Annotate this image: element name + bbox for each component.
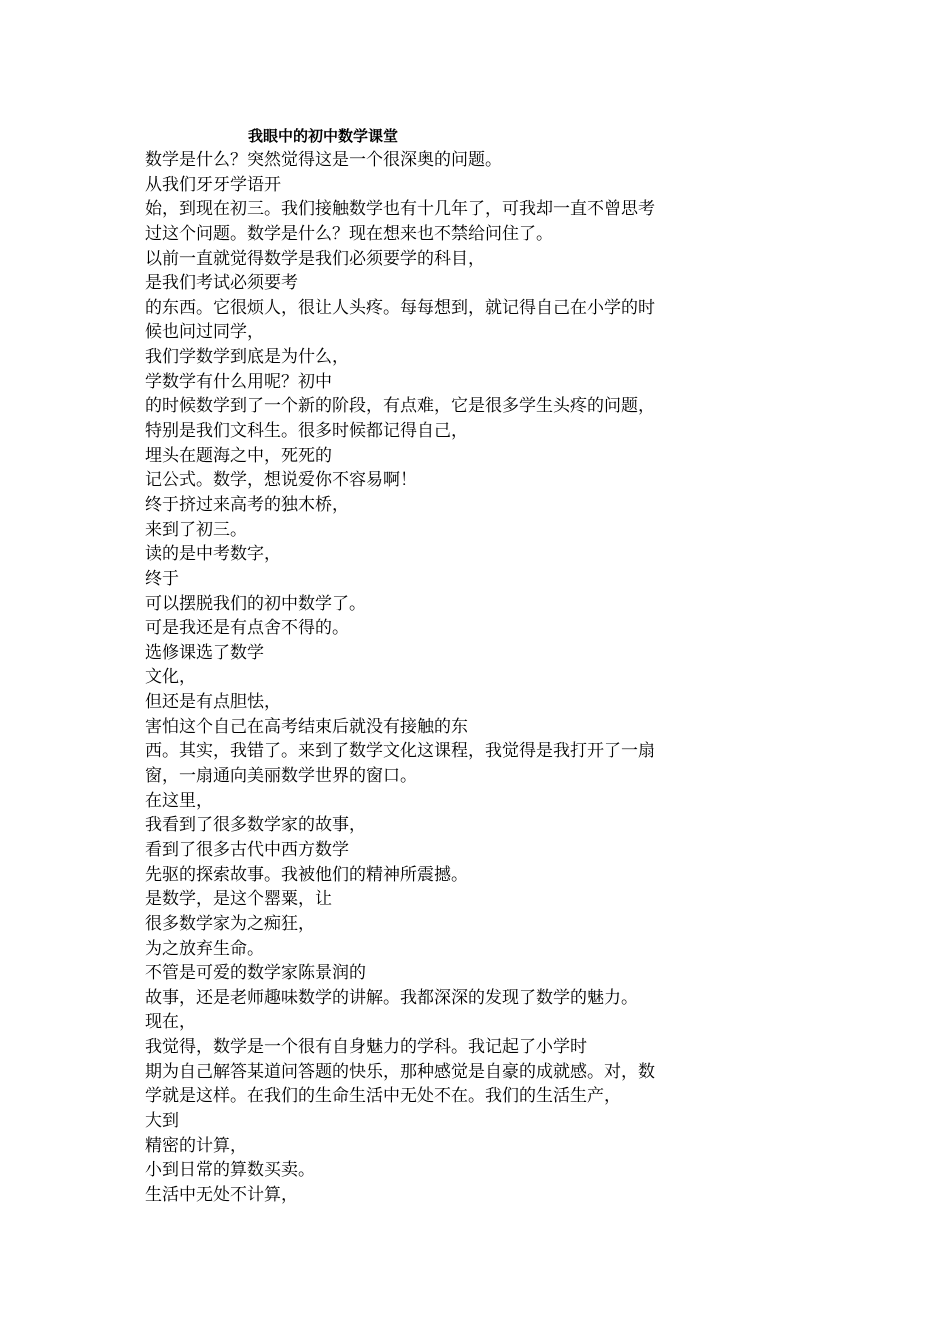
- document-body: [145, 148, 745, 1208]
- text-line: 的时候数学到了一个新的阶段，有点难，它是很多学生头疼的问题，: [145, 396, 655, 417]
- text-line: 西。其实，我错了。来到了数学文化这课程，我觉得是我打开了一扇: [145, 741, 655, 762]
- text-line: 埋头在题海之中，死死的: [145, 445, 332, 466]
- text-line: 记公式。数学，想说爱你不容易啊！: [145, 470, 417, 491]
- text-line: 为之放弃生命。: [145, 938, 264, 959]
- text-line: 选修课选了数学: [145, 642, 264, 663]
- text-line: 精密的计算，: [145, 1135, 247, 1156]
- text-line: 以前一直就觉得数学是我们必须要学的科目，: [145, 248, 485, 269]
- text-line: 来到了初三。: [145, 519, 247, 540]
- text-line: 可以摆脱我们的初中数学了。: [145, 593, 366, 614]
- text-line: 的东西。它很烦人，很让人头疼。每每想到，就记得自己在小学的时: [145, 297, 655, 318]
- text-line: 大到: [145, 1110, 179, 1131]
- text-line: 是数学，是这个罂粟，让: [145, 889, 332, 910]
- text-line: 期为自己解答某道问答题的快乐，那种感觉是自豪的成就感。对，数: [145, 1061, 655, 1082]
- text-line: 可是我还是有点舍不得的。: [145, 618, 349, 639]
- text-line: 现在，: [145, 1012, 196, 1033]
- text-line: 但还是有点胆怯，: [145, 692, 281, 713]
- text-line: 看到了很多古代中西方数学: [145, 839, 349, 860]
- text-line: 生活中无处不计算，: [145, 1184, 298, 1205]
- text-line: 是我们考试必须要考: [145, 273, 298, 294]
- text-line: 特别是我们文科生。很多时候都记得自己，: [145, 421, 468, 442]
- text-line: 学数学有什么用呢？初中: [145, 371, 332, 392]
- text-line: 故事，还是老师趣味数学的讲解。我都深深的发现了数学的魅力。: [145, 987, 638, 1008]
- text-line: 从我们牙牙学语开: [145, 174, 281, 195]
- text-line: 窗，一扇通向美丽数学世界的窗口。: [145, 766, 417, 787]
- text-line: 文化，: [145, 667, 196, 688]
- text-line: 候也问过同学，: [145, 322, 264, 343]
- text-line: 在这里，: [145, 790, 213, 811]
- text-line: 我觉得，数学是一个很有自身魅力的学科。我记起了小学时: [145, 1037, 587, 1058]
- text-line: 始，到现在初三。我们接触数学也有十几年了，可我却一直不曾思考: [145, 199, 655, 220]
- text-line: 数学是什么？突然觉得这是一个很深奥的问题。: [145, 150, 502, 170]
- text-line: 小到日常的算数买卖。: [145, 1160, 315, 1181]
- text-line: 不管是可爱的数学家陈景润的: [145, 963, 366, 984]
- text-line: 学就是这样。在我们的生命生活中无处不在。我们的生活生产，: [145, 1086, 621, 1107]
- text-line: 我看到了很多数学家的故事，: [145, 815, 366, 836]
- text-line: 先驱的探索故事。我被他们的精神所震撼。: [145, 864, 468, 885]
- text-line: 读的是中考数字，: [145, 544, 281, 565]
- text-line: 很多数学家为之痴狂，: [145, 913, 315, 934]
- text-line: 害怕这个自己在高考结束后就没有接触的东: [145, 716, 468, 737]
- text-line: 过这个问题。数学是什么？现在想来也不禁给问住了。: [145, 223, 553, 244]
- document-title: 我眼中的初中数学课堂: [248, 127, 399, 145]
- text-line: 终于挤过来高考的独木桥，: [145, 494, 349, 515]
- text-line: 终于: [145, 568, 179, 589]
- text-line: 我们学数学到底是为什么，: [145, 347, 349, 368]
